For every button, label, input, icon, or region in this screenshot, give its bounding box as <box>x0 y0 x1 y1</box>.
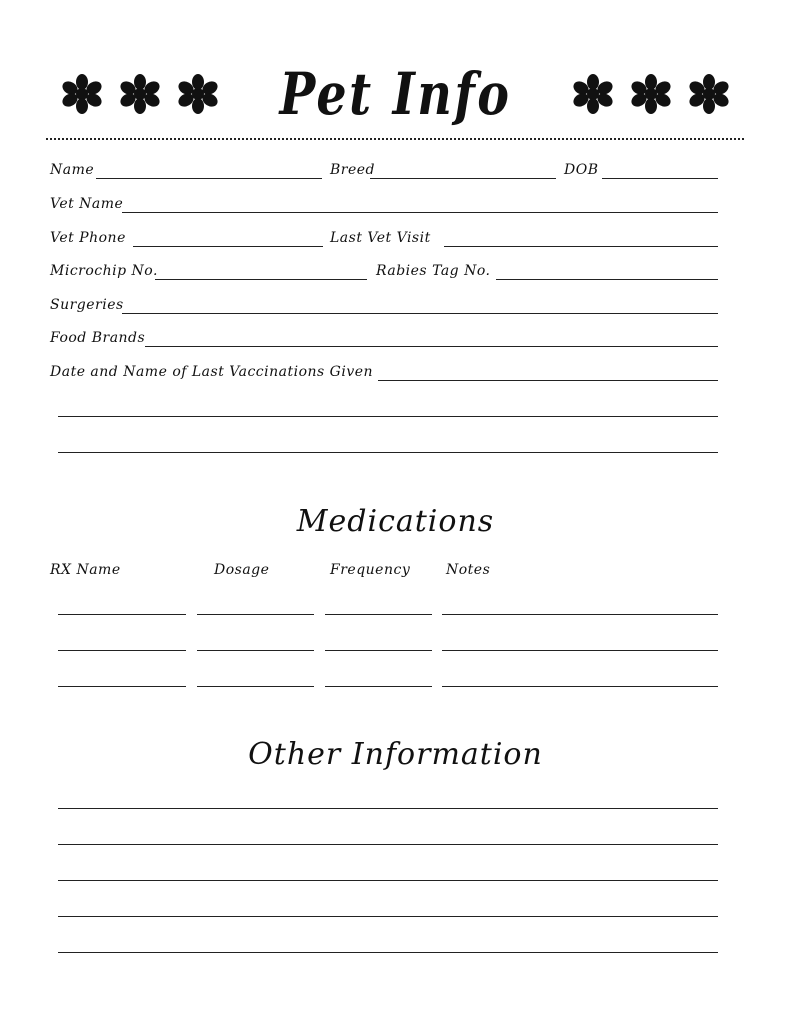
frequency-field[interactable] <box>325 686 432 687</box>
other-information-title: Other Information <box>248 737 543 772</box>
header-divider <box>46 138 744 140</box>
other-information-line[interactable] <box>58 844 718 845</box>
vet-phone-label: Vet Phone <box>50 230 126 246</box>
dosage-field[interactable] <box>197 686 314 687</box>
dob-field[interactable] <box>602 178 718 179</box>
flower-icon <box>120 74 160 114</box>
medications-title: Medications <box>296 504 495 539</box>
other-information-line[interactable] <box>58 808 718 809</box>
flower-icon <box>178 74 218 114</box>
dosage-field[interactable] <box>197 614 314 615</box>
vaccinations-field-line[interactable] <box>58 452 718 453</box>
flower-icon <box>573 74 613 114</box>
name-label: Name <box>50 162 95 178</box>
frequency-field[interactable] <box>325 650 432 651</box>
surgeries-label: Surgeries <box>50 297 124 313</box>
vet-name-label: Vet Name <box>50 196 124 212</box>
breed-field[interactable] <box>370 178 556 179</box>
dosage-field[interactable] <box>197 650 314 651</box>
rx-name-field[interactable] <box>58 614 186 615</box>
microchip-field[interactable] <box>155 279 367 280</box>
rx-name-field[interactable] <box>58 686 186 687</box>
flower-icon <box>689 74 729 114</box>
vaccinations-field-line[interactable] <box>58 416 718 417</box>
notes-field[interactable] <box>442 650 718 651</box>
dob-label: DOB <box>564 162 599 178</box>
page-header <box>0 54 791 134</box>
microchip-label: Microchip No. <box>50 263 158 279</box>
notes-field[interactable] <box>442 686 718 687</box>
other-information-line[interactable] <box>58 880 718 881</box>
surgeries-field[interactable] <box>122 313 718 314</box>
rx-name-field[interactable] <box>58 650 186 651</box>
notes-column-header: Notes <box>446 562 491 578</box>
frequency-field[interactable] <box>325 614 432 615</box>
rabies-tag-label: Rabies Tag No. <box>376 263 491 279</box>
other-information-line[interactable] <box>58 952 718 953</box>
dosage-column-header: Dosage <box>214 562 270 578</box>
frequency-column-header: Frequency <box>330 562 411 578</box>
last-vet-visit-label: Last Vet Visit <box>330 230 431 246</box>
flower-icon <box>631 74 671 114</box>
rabies-tag-field[interactable] <box>496 279 718 280</box>
food-brands-field[interactable] <box>145 346 718 347</box>
vaccinations-field[interactable] <box>378 380 718 381</box>
vet-name-field[interactable] <box>122 212 718 213</box>
last-vet-visit-field[interactable] <box>444 246 718 247</box>
food-brands-label: Food Brands <box>50 330 146 346</box>
page-title: Pet Info <box>279 60 512 128</box>
other-information-line[interactable] <box>58 916 718 917</box>
flower-icon <box>62 74 102 114</box>
vaccinations-label: Date and Name of Last Vaccinations Given <box>50 364 374 380</box>
breed-label: Breed <box>330 162 376 178</box>
vet-phone-field[interactable] <box>133 246 323 247</box>
notes-field[interactable] <box>442 614 718 615</box>
name-field[interactable] <box>96 178 322 179</box>
rx-name-column-header: RX Name <box>50 562 121 578</box>
